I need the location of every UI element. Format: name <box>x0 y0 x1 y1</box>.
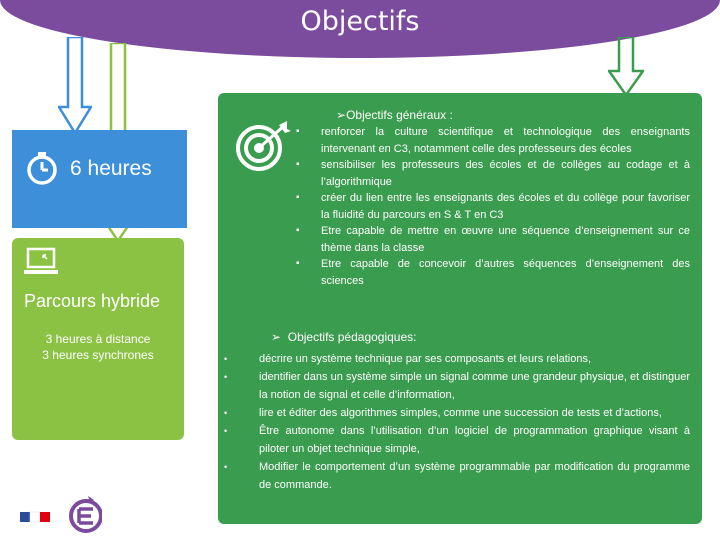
pedagogic-objective-item: • Modifier le comportement d’un système programmable par modification du programme de commande. <box>224 458 690 494</box>
pedagogic-objective-item: • lire et éditer des algorithmes simples, comme une succession de tests et d’actions, <box>224 404 690 422</box>
parcours-line: 3 heures synchrones <box>42 348 154 362</box>
page-title: Objectifs <box>300 6 420 37</box>
duration-card <box>12 130 187 228</box>
pedagogic-objectives-list <box>224 350 690 494</box>
general-objective-item: ▪ Etre capable de concevoir d’autres séquences d’enseignement des sciences <box>296 256 690 289</box>
objectives-panel <box>218 93 702 524</box>
education-e-logo <box>66 494 102 534</box>
pedagogic-objective-item: • décrire un système technique par ses composants et leurs relations, <box>224 350 690 368</box>
pedagogic-objectives-title: ➢ Objectifs pédagogiques: <box>271 330 417 344</box>
pedagogic-objective-item: • Être autonome dans l’utilisation d’un logiciel de programmation graphique visant à piloter un objet technique simple, <box>224 422 690 458</box>
parcours-details <box>12 331 184 363</box>
laptop-icon <box>23 243 59 279</box>
arrow-down-blue-icon <box>58 37 92 134</box>
arrow-down-darkgreen-icon <box>608 37 644 97</box>
parcours-line: 3 heures à distance <box>45 332 151 346</box>
general-objective-item: ▪ sensibiliser les professeurs des écoles et de collèges au codage et à l’algorithmique <box>296 157 690 190</box>
pedagogic-objectives-title-text: Objectifs pédagogiques: <box>287 330 417 344</box>
target-icon <box>235 121 293 171</box>
general-objective-item: ▪ renforcer la culture scientifique et technologique des enseignants intervenant en C3, notamment celle des professeurs des écoles <box>296 124 690 157</box>
marianne-flag-logo <box>20 494 50 532</box>
general-objectives-list <box>296 124 690 289</box>
stopwatch-icon <box>24 150 60 186</box>
general-objectives-title-text: Objectifs généraux : <box>346 108 453 122</box>
parcours-title: Parcours hybride <box>24 291 161 311</box>
parcours-card <box>12 238 184 440</box>
duration-label: 6 heures <box>70 157 152 180</box>
general-objectives-title: ➢Objectifs généraux : <box>336 108 453 122</box>
general-objective-item: ▪ créer du lien entre les enseignants des écoles et du collège pour favoriser la fluidité du parcours en S & T en C3 <box>296 190 690 223</box>
pedagogic-objective-item: • identifier dans un système simple un signal comme une grandeur physique, et distinguer la notion de signal et celle d’information, <box>224 368 690 404</box>
general-objective-item: ▪ Etre capable de mettre en œuvre une séquence d’enseignement sur ce thème dans la classe <box>296 223 690 256</box>
